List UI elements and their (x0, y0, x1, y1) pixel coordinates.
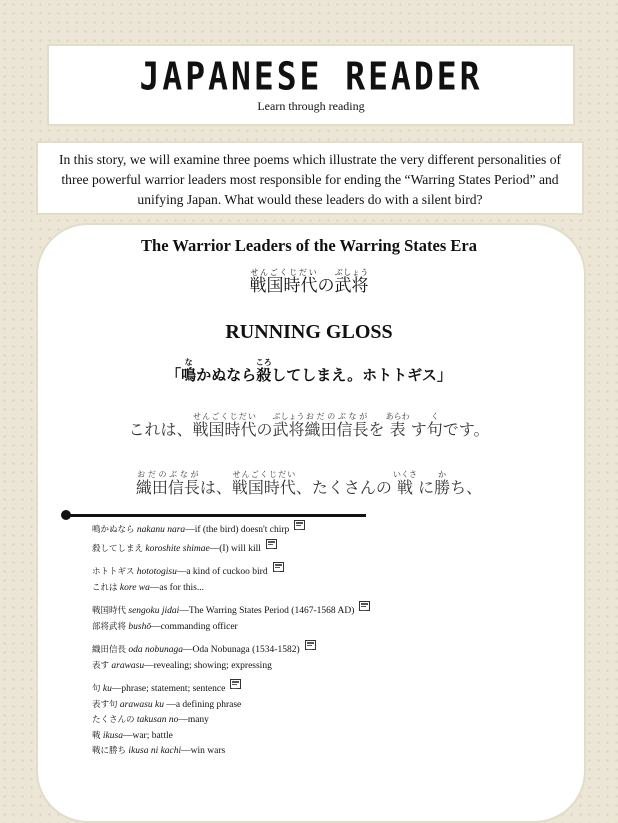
gloss-item (92, 601, 532, 620)
gloss-group (92, 640, 532, 674)
gloss-definition: —as for this... (149, 582, 204, 593)
gloss-romaji: kore wa (119, 582, 150, 593)
gloss-list (92, 520, 532, 765)
gloss-term: 戦に勝ち (92, 746, 127, 756)
gloss-term: 句 (92, 684, 101, 694)
poem-line: 「鳴なかぬなら殺ころしてしまえ。ホトトギス」 (166, 358, 452, 384)
gloss-item (92, 729, 532, 745)
story-title: The Warrior Leaders of the Warring States Era (141, 236, 477, 255)
gloss-definition: —many (178, 715, 209, 725)
running-gloss-title: RUNNING GLOSS (225, 321, 393, 343)
gloss-definition: —war; battle (122, 730, 173, 741)
tagline: Learn through reading (257, 99, 365, 113)
gloss-term: 織田信長 (92, 645, 127, 655)
gloss-term: これは (92, 582, 118, 593)
gloss-item (92, 640, 532, 659)
story-sentence-2: 織田信長おだのぶながは、戦国時代せんごくじだい、たくさんの 戦いくさ に勝かち、 (135, 470, 483, 497)
dictionary-icon[interactable] (266, 539, 277, 549)
brand-logo: JAPANESE READER (139, 54, 483, 99)
gloss-item (92, 539, 532, 558)
gloss-group (92, 562, 532, 596)
gloss-term: 鳴かぬなら (92, 525, 135, 535)
gloss-term: 表す (92, 660, 110, 671)
dictionary-icon[interactable] (273, 562, 284, 572)
gloss-term: 戦 (92, 730, 101, 741)
gloss-term: たくさんの (92, 715, 135, 725)
gloss-term: 表す句 (92, 699, 118, 710)
gloss-item (92, 581, 532, 597)
gloss-romaji: ikusa ni kachi (128, 746, 182, 756)
gloss-group (92, 679, 532, 760)
gloss-definition: —phrase; statement; sentence (111, 684, 226, 694)
gloss-item (92, 520, 532, 539)
gloss-item (92, 620, 532, 636)
heading-jp: 戦国時代せんごくじだいの武将ぶしょう (249, 268, 369, 296)
dictionary-icon[interactable] (305, 640, 316, 650)
gloss-definition: —a kind of cuckoo bird (176, 567, 268, 577)
gloss-romaji: bushō (128, 621, 152, 632)
gloss-item (92, 562, 532, 581)
gloss-romaji: takusan no (136, 715, 179, 725)
gloss-definition: —win wars (181, 746, 226, 756)
gloss-romaji: arawasu (111, 660, 145, 671)
gloss-divider (66, 514, 366, 517)
gloss-romaji: ku (102, 684, 112, 694)
intro-text: In this story, we will examine three poems which illustrate the very different personalities of three powerful warrior leaders most responsible for ending the “Warring States Period” and unifying Japan. What would these leaders do with a silent bird? (58, 152, 562, 207)
gloss-romaji: sengoku jidai (128, 606, 180, 616)
gloss-item (92, 713, 532, 729)
gloss-romaji: oda nobunaga (128, 645, 184, 655)
dictionary-icon[interactable] (294, 520, 305, 530)
gloss-item (92, 659, 532, 675)
gloss-definition: —Oda Nobunaga (1534-1582) (183, 645, 300, 655)
gloss-group (92, 520, 532, 557)
gloss-romaji: hototogisu (136, 567, 177, 577)
dictionary-icon[interactable] (230, 679, 241, 689)
gloss-romaji: koroshite shimae (145, 543, 210, 554)
intro-box (36, 141, 584, 215)
gloss-term: ホトトギス (92, 567, 135, 577)
gloss-romaji: arawasu ku (119, 699, 164, 710)
dictionary-icon[interactable] (359, 601, 370, 611)
gloss-definition: —The Warring States Period (1467-1568 AD) (179, 606, 355, 616)
gloss-item (92, 744, 532, 760)
gloss-definition: —(I) will kill (209, 543, 261, 554)
gloss-item (92, 679, 532, 698)
gloss-definition: —if (the bird) doesn't chirp (185, 525, 290, 535)
gloss-definition: —a defining phrase (163, 699, 242, 710)
story-sentence-1: これは、戦国時代せんごくじだいの武将ぶしょう織田信長おだのぶながを 表あらわ す句くです。 (128, 412, 490, 439)
gloss-term: 部将武将 (92, 621, 127, 632)
gloss-definition: —revealing; showing; expressing (144, 660, 272, 671)
gloss-term: 戦国時代 (92, 606, 127, 616)
gloss-definition: —commanding officer (151, 621, 238, 632)
gloss-term: 殺してしまえ (92, 543, 144, 554)
header-banner (47, 44, 575, 126)
gloss-item (92, 698, 532, 714)
gloss-romaji: nakanu nara (136, 525, 186, 535)
gloss-group (92, 601, 532, 635)
gloss-romaji: ikusa (102, 730, 123, 741)
